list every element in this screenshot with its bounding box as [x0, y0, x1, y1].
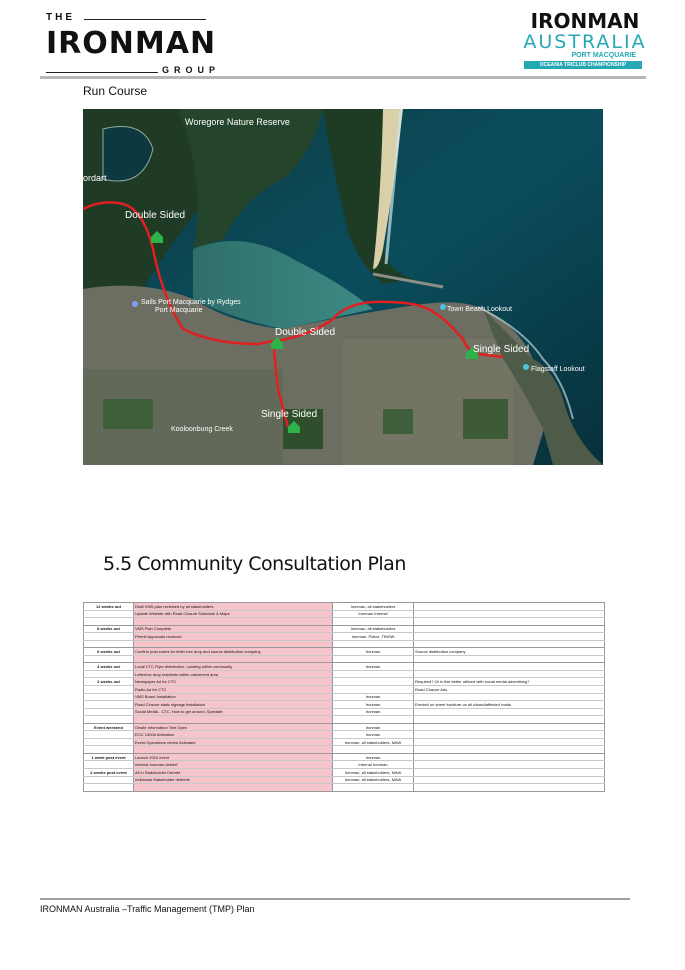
timing-cell — [84, 686, 134, 694]
timing-cell — [84, 640, 134, 648]
responsible-cell — [333, 746, 414, 754]
table-row — [84, 753, 605, 761]
timing-cell — [84, 670, 134, 678]
responsible-cell: Ironman — [333, 648, 414, 656]
logo-rule — [46, 72, 158, 73]
responsible-cell: Ironman — [333, 663, 414, 671]
table-row — [84, 776, 605, 784]
logo-location-text: PORT MACQUARIE — [571, 52, 636, 59]
notes-cell — [414, 776, 605, 784]
logo-ironman-text: IRONMAN — [46, 26, 217, 61]
action-cell: All in Stakeholder Debrief — [134, 769, 333, 777]
logo-brand-text: IRONMAN — [530, 9, 640, 33]
notes-cell — [414, 731, 605, 739]
timing-cell — [84, 693, 134, 701]
logo-the-text: THE — [46, 12, 75, 23]
run-course-map — [83, 109, 603, 465]
action-cell: VMS Board Installation — [134, 693, 333, 701]
section-label: Run Course — [83, 84, 148, 98]
map-label-hotel-sub: Port Macquarie — [155, 307, 203, 314]
responsible-cell: Ironman, all stakeholders, MAW — [333, 738, 414, 746]
table-row — [84, 708, 605, 716]
responsible-cell: Ironman — [333, 731, 414, 739]
logo-region-text: AUSTRALIA — [523, 31, 647, 53]
logo-group-text: GROUP — [162, 65, 221, 75]
action-cell — [134, 716, 333, 724]
map-label-double-sided: Double Sided — [275, 327, 336, 338]
responsible-cell — [333, 670, 414, 678]
action-cell: Individual Stakeholder debriefs — [134, 776, 333, 784]
action-cell: Newspaper Ad for CTC — [134, 678, 333, 686]
table-row — [84, 633, 605, 641]
action-cell: Radio Ad for CTC — [134, 686, 333, 694]
responsible-cell: Ironman, all stakeholders, MAW — [333, 769, 414, 777]
notes-cell — [414, 610, 605, 618]
responsible-cell — [333, 784, 414, 792]
park — [103, 399, 153, 429]
header-divider — [40, 76, 646, 79]
timing-cell: 12 weeks out — [84, 603, 134, 611]
timing-cell — [84, 701, 134, 709]
hotel-pin — [132, 301, 138, 307]
responsible-cell: Ironman — [333, 693, 414, 701]
table-row — [84, 686, 605, 694]
consultation-plan-table — [83, 602, 605, 792]
timing-cell — [84, 784, 134, 792]
notes-cell — [414, 769, 605, 777]
responsible-cell — [333, 678, 414, 686]
notes-cell — [414, 633, 605, 641]
action-cell: Event Operations centre Activated — [134, 738, 333, 746]
notes-cell — [414, 603, 605, 611]
map-label-single-sided: Single Sided — [473, 344, 530, 355]
map-label-reserve: Woregore Nature Reserve — [185, 117, 290, 127]
map-label-town-beach: Town Beach Lookout — [447, 306, 512, 313]
notes-cell: Required? Or is this better utilized with social media advertising? — [414, 678, 605, 686]
action-cell: Letterbox drop residents within catchment area — [134, 670, 333, 678]
responsible-cell: Ironman, all stakeholders — [333, 625, 414, 633]
notes-cell — [414, 723, 605, 731]
notes-cell — [414, 716, 605, 724]
footer-text: IRONMAN Australia –Traffic Management (TMP) Plan — [40, 904, 255, 914]
notes-cell: Road Closure Ads — [414, 686, 605, 694]
action-cell — [134, 640, 333, 648]
notes-cell — [414, 640, 605, 648]
table-row — [84, 648, 605, 656]
timing-cell: 4 weeks out — [84, 663, 134, 671]
notes-cell — [414, 708, 605, 716]
notes-cell — [414, 784, 605, 792]
timing-cell — [84, 716, 134, 724]
responsible-cell — [333, 640, 414, 648]
table-row — [84, 784, 605, 792]
timing-cell — [84, 731, 134, 739]
map-label-hotel: Sails Port Macquarie by Rydges — [141, 299, 241, 306]
action-cell: Local CTC Flyer distribution / posting within community — [134, 663, 333, 671]
table-row — [84, 723, 605, 731]
lookout-pin — [440, 304, 446, 310]
responsible-cell — [333, 655, 414, 663]
responsible-cell: Ironman Internal — [333, 610, 414, 618]
map-label-park: Kooloonbung Creek — [171, 426, 233, 433]
map-label-double-sided: Double Sided — [125, 210, 186, 221]
table-row — [84, 678, 605, 686]
responsible-cell: Ironman — [333, 708, 414, 716]
action-cell: Road Closure static signage installation — [134, 701, 333, 709]
notes-cell — [414, 746, 605, 754]
table-row — [84, 769, 605, 777]
responsible-cell: Ironman, Police, TfNSW — [333, 633, 414, 641]
action-cell: EOC 1300# Activation — [134, 731, 333, 739]
timing-cell — [84, 708, 134, 716]
ironman-group-logo — [40, 12, 221, 75]
timing-cell — [84, 738, 134, 746]
footer-divider — [40, 898, 630, 900]
table-row — [84, 663, 605, 671]
timing-cell — [84, 633, 134, 641]
timing-cell: 6 weeks out — [84, 648, 134, 656]
responsible-cell — [333, 716, 414, 724]
responsible-cell — [333, 618, 414, 626]
timing-cell: 2 weeks out — [84, 678, 134, 686]
notes-cell — [414, 625, 605, 633]
timing-cell — [84, 610, 134, 618]
map-label-single-sided: Single Sided — [261, 409, 318, 420]
timing-cell: 8 weeks out — [84, 625, 134, 633]
responsible-cell: Ironman, all stakeholders — [333, 603, 414, 611]
action-cell: Internal Ironman debrief — [134, 761, 333, 769]
notes-cell: Source distribution company — [414, 648, 605, 656]
notes-cell — [414, 618, 605, 626]
table-row — [84, 738, 605, 746]
action-cell: Confirm post codes for letter box drop and source distribution company — [134, 648, 333, 656]
notes-cell — [414, 693, 605, 701]
notes-cell — [414, 663, 605, 671]
notes-cell — [414, 655, 605, 663]
table-row — [84, 693, 605, 701]
timing-cell — [84, 776, 134, 784]
table-row — [84, 761, 605, 769]
map-label-town-edge: ordart — [83, 173, 107, 183]
table-row — [84, 618, 605, 626]
action-cell — [134, 618, 333, 626]
responsible-cell: Ironman, all stakeholders, MAW — [333, 776, 414, 784]
notes-cell — [414, 738, 605, 746]
notes-cell: Erected on street furniture on all closed/affected roads — [414, 701, 605, 709]
notes-cell — [414, 761, 605, 769]
table-row — [84, 655, 605, 663]
table-row — [84, 640, 605, 648]
action-cell — [134, 655, 333, 663]
table-row — [84, 670, 605, 678]
table-row — [84, 716, 605, 724]
timing-cell — [84, 746, 134, 754]
table-row — [84, 625, 605, 633]
responsible-cell: Ironman — [333, 723, 414, 731]
ironman-australia-logo — [520, 10, 650, 72]
responsible-cell: Ironman — [333, 701, 414, 709]
lookout-pin — [523, 364, 529, 370]
table-row — [84, 603, 605, 611]
logo-banner-text: OCEANIA TRICLUB CHAMPIONSHIP — [524, 61, 642, 69]
notes-cell — [414, 670, 605, 678]
action-cell: VMS Plan Complete — [134, 625, 333, 633]
action-cell: Permit Approvals received — [134, 633, 333, 641]
table-row — [84, 610, 605, 618]
responsible-cell: Ironman — [333, 753, 414, 761]
timing-cell — [84, 618, 134, 626]
table-row — [84, 731, 605, 739]
timing-cell — [84, 761, 134, 769]
responsible-cell — [333, 686, 414, 694]
action-cell — [134, 746, 333, 754]
action-cell: Launch 2024 event — [134, 753, 333, 761]
section-heading: 5.5 Community Consultation Plan — [103, 553, 406, 575]
map-label-flagstaff: Flagstaff Lookout — [531, 366, 585, 373]
table-row — [84, 746, 605, 754]
timing-cell: 1 week post event — [84, 753, 134, 761]
action-cell: Onsite Information Tent Open — [134, 723, 333, 731]
action-cell: Update Website with Road Closure Schedule & Maps — [134, 610, 333, 618]
action-cell — [134, 784, 333, 792]
action-cell: Social Media - CTC, How to get around, Spectate — [134, 708, 333, 716]
notes-cell — [414, 753, 605, 761]
logo-rule — [84, 19, 206, 20]
timing-cell: Event weekend — [84, 723, 134, 731]
table-row — [84, 701, 605, 709]
responsible-cell: Internal Ironman — [333, 761, 414, 769]
action-cell: Draft VMS plan reviewed by all stakeholders — [134, 603, 333, 611]
timing-cell: 2 weeks post event — [84, 769, 134, 777]
timing-cell — [84, 655, 134, 663]
